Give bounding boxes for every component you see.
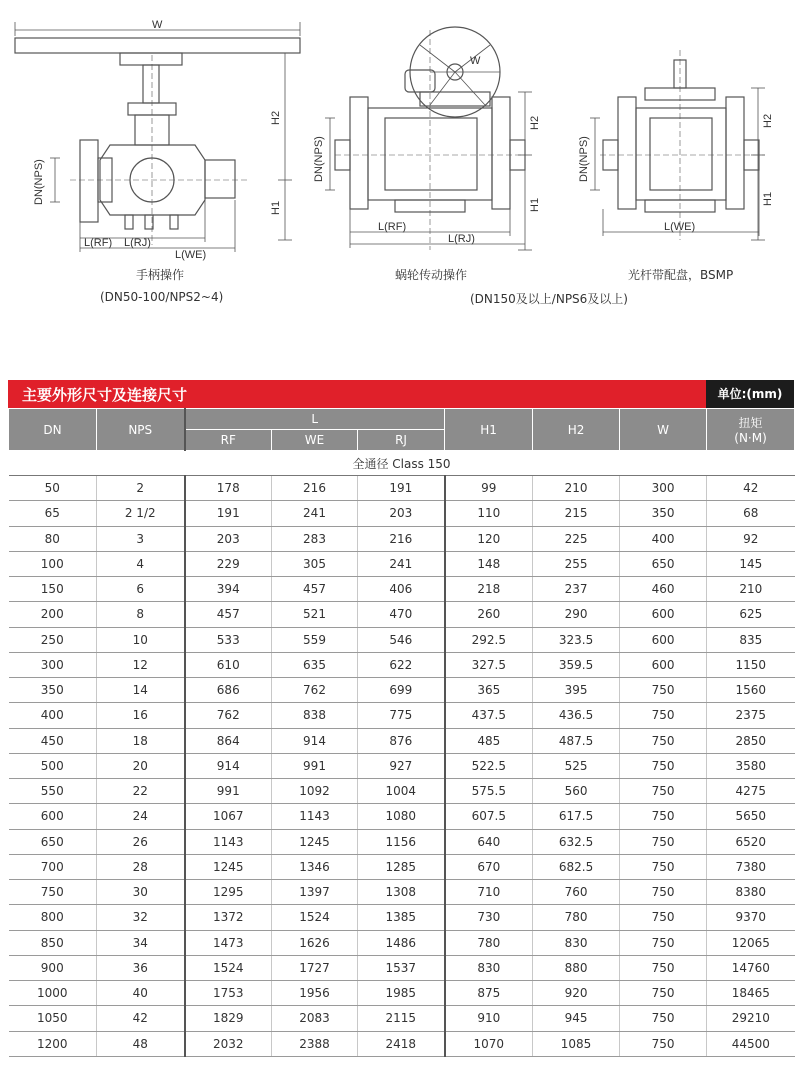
d3-h2-label: H2 [762, 113, 774, 128]
cell-l-we: 1956 [272, 981, 358, 1006]
cell-l-rj: 2115 [358, 1006, 445, 1031]
cell-dn: 800 [9, 905, 97, 930]
table-title-bar [8, 380, 794, 408]
cell-dn: 300 [9, 652, 97, 677]
cell-l-we: 1092 [272, 779, 358, 804]
table-row [9, 905, 795, 930]
table-row [9, 476, 795, 501]
cell-l-we: 991 [272, 753, 358, 778]
cell-l-rj: 1486 [358, 930, 445, 955]
cell-h2: 225 [533, 526, 620, 551]
cell-nps: 36 [97, 955, 185, 980]
cell-torque: 6520 [707, 829, 795, 854]
cell-h2: 632.5 [533, 829, 620, 854]
cell-h2: 290 [533, 602, 620, 627]
header-rf: RF [185, 430, 272, 451]
section-label: 全通径 Class 150 [9, 451, 795, 476]
cell-l-we: 1245 [272, 829, 358, 854]
cell-nps: 40 [97, 981, 185, 1006]
cell-dn: 400 [9, 703, 97, 728]
cell-h2: 830 [533, 930, 620, 955]
cell-dn: 1200 [9, 1031, 97, 1056]
gear-valve-drawing [325, 27, 532, 250]
cell-torque: 9370 [707, 905, 795, 930]
cell-w: 750 [620, 728, 707, 753]
header-rj: RJ [358, 430, 445, 451]
table-row [9, 627, 795, 652]
cell-h1: 780 [445, 930, 533, 955]
d2-h2-label: H2 [529, 115, 541, 130]
cell-torque: 1150 [707, 652, 795, 677]
cell-l-rf: 914 [185, 753, 272, 778]
table-row [9, 880, 795, 905]
cell-l-rj: 203 [358, 501, 445, 526]
cell-l-we: 762 [272, 678, 358, 703]
cell-nps: 42 [97, 1006, 185, 1031]
cell-l-we: 838 [272, 703, 358, 728]
cell-torque: 44500 [707, 1031, 795, 1056]
header-h2: H2 [533, 409, 620, 451]
cell-h1: 1070 [445, 1031, 533, 1056]
cell-torque: 68 [707, 501, 795, 526]
cell-dn: 1000 [9, 981, 97, 1006]
cell-dn: 550 [9, 779, 97, 804]
cell-w: 600 [620, 652, 707, 677]
cell-w: 750 [620, 678, 707, 703]
cell-h2: 1085 [533, 1031, 620, 1056]
cell-w: 750 [620, 703, 707, 728]
d3-dn-label: DN(NPS) [578, 136, 590, 182]
cell-h2: 210 [533, 476, 620, 501]
cell-h1: 365 [445, 678, 533, 703]
cell-torque: 92 [707, 526, 795, 551]
cell-dn: 650 [9, 829, 97, 854]
cell-torque: 4275 [707, 779, 795, 804]
cell-l-rf: 533 [185, 627, 272, 652]
table-row [9, 678, 795, 703]
cell-l-rj: 1385 [358, 905, 445, 930]
cell-w: 750 [620, 930, 707, 955]
d2-caption: 蜗轮传动操作 [395, 268, 468, 282]
table-row [9, 703, 795, 728]
cell-nps: 48 [97, 1031, 185, 1056]
cell-l-rj: 191 [358, 476, 445, 501]
cell-h1: 875 [445, 981, 533, 1006]
cell-torque: 7380 [707, 854, 795, 879]
cell-nps: 14 [97, 678, 185, 703]
cell-w: 750 [620, 955, 707, 980]
cell-torque: 3580 [707, 753, 795, 778]
cell-l-we: 1626 [272, 930, 358, 955]
header-we: WE [272, 430, 358, 451]
header-h1: H1 [445, 409, 533, 451]
d2-subcaption: (DN150及以上/NPS6及以上) [470, 292, 628, 306]
cell-h2: 880 [533, 955, 620, 980]
d3-h1-label: H1 [762, 191, 774, 206]
cell-w: 350 [620, 501, 707, 526]
d1-lrj-label: L(RJ) [124, 237, 151, 249]
cell-l-rf: 1295 [185, 880, 272, 905]
cell-l-we: 1397 [272, 880, 358, 905]
cell-l-we: 635 [272, 652, 358, 677]
d1-h2-label: H2 [270, 110, 282, 125]
cell-l-we: 1346 [272, 854, 358, 879]
d3-lwe-label: L(WE) [664, 221, 696, 233]
cell-h2: 525 [533, 753, 620, 778]
cell-l-rj: 1537 [358, 955, 445, 980]
cell-l-rj: 546 [358, 627, 445, 652]
cell-w: 750 [620, 1031, 707, 1056]
cell-h2: 487.5 [533, 728, 620, 753]
cell-h1: 730 [445, 905, 533, 930]
cell-l-rf: 457 [185, 602, 272, 627]
header-l: L [185, 409, 445, 430]
cell-w: 750 [620, 880, 707, 905]
header-torque [707, 409, 795, 451]
d1-dn-label: DN(NPS) [33, 159, 45, 205]
cell-nps: 6 [97, 577, 185, 602]
cell-l-rj: 699 [358, 678, 445, 703]
header-w: W [620, 409, 707, 451]
cell-nps: 20 [97, 753, 185, 778]
table-row [9, 577, 795, 602]
cell-dn: 80 [9, 526, 97, 551]
cell-h2: 920 [533, 981, 620, 1006]
dimension-table [8, 408, 795, 1057]
cell-l-rf: 1829 [185, 1006, 272, 1031]
cell-l-rf: 762 [185, 703, 272, 728]
cell-l-we: 283 [272, 526, 358, 551]
d2-h1-label: H1 [529, 197, 541, 212]
cell-w: 600 [620, 627, 707, 652]
cell-h2: 945 [533, 1006, 620, 1031]
d2-dn-label: DN(NPS) [313, 136, 325, 182]
cell-l-rj: 2418 [358, 1031, 445, 1056]
cell-dn: 500 [9, 753, 97, 778]
cell-l-rj: 1308 [358, 880, 445, 905]
cell-nps: 10 [97, 627, 185, 652]
cell-l-rf: 1245 [185, 854, 272, 879]
cell-l-rf: 2032 [185, 1031, 272, 1056]
cell-l-rf: 1372 [185, 905, 272, 930]
d1-h1-label: H1 [270, 200, 282, 215]
cell-nps: 28 [97, 854, 185, 879]
cell-l-we: 559 [272, 627, 358, 652]
cell-l-we: 241 [272, 501, 358, 526]
cell-dn: 700 [9, 854, 97, 879]
cell-l-rf: 1524 [185, 955, 272, 980]
cell-w: 750 [620, 753, 707, 778]
d2-w-label: W [470, 55, 481, 67]
cell-l-rf: 191 [185, 501, 272, 526]
table-row [9, 753, 795, 778]
cell-h1: 148 [445, 551, 533, 576]
cell-l-rj: 1080 [358, 804, 445, 829]
cell-w: 750 [620, 854, 707, 879]
cell-torque: 210 [707, 577, 795, 602]
cell-h2: 560 [533, 779, 620, 804]
cell-l-rf: 178 [185, 476, 272, 501]
cell-l-rj: 876 [358, 728, 445, 753]
unit-label: 单位:(mm) [706, 380, 794, 408]
cell-w: 750 [620, 804, 707, 829]
cell-dn: 450 [9, 728, 97, 753]
cell-l-we: 457 [272, 577, 358, 602]
cell-dn: 250 [9, 627, 97, 652]
d1-lrf-label: L(RF) [84, 237, 113, 249]
cell-l-rj: 1004 [358, 779, 445, 804]
cell-h1: 327.5 [445, 652, 533, 677]
cell-dn: 50 [9, 476, 97, 501]
cell-h2: 359.5 [533, 652, 620, 677]
cell-h2: 323.5 [533, 627, 620, 652]
cell-dn: 200 [9, 602, 97, 627]
cell-l-rf: 610 [185, 652, 272, 677]
d1-caption: 手柄操作 [136, 268, 185, 282]
cell-torque: 625 [707, 602, 795, 627]
cell-l-we: 1143 [272, 804, 358, 829]
lever-valve-drawing [15, 22, 300, 252]
table-row [9, 652, 795, 677]
cell-dn: 1050 [9, 1006, 97, 1031]
cell-h1: 99 [445, 476, 533, 501]
cell-l-rf: 1143 [185, 829, 272, 854]
cell-w: 750 [620, 1006, 707, 1031]
table-row [9, 779, 795, 804]
cell-h1: 640 [445, 829, 533, 854]
cell-torque: 14760 [707, 955, 795, 980]
cell-nps: 30 [97, 880, 185, 905]
d2-lrf-label: L(RF) [378, 221, 407, 233]
cell-l-rf: 1753 [185, 981, 272, 1006]
cell-h1: 575.5 [445, 779, 533, 804]
table-row [9, 501, 795, 526]
cell-h2: 617.5 [533, 804, 620, 829]
cell-w: 600 [620, 602, 707, 627]
cell-h1: 830 [445, 955, 533, 980]
d1-subcaption: (DN50-100/NPS2~4) [100, 290, 224, 304]
cell-nps: 34 [97, 930, 185, 955]
cell-l-we: 2388 [272, 1031, 358, 1056]
cell-torque: 42 [707, 476, 795, 501]
table-body [9, 451, 795, 1057]
cell-w: 750 [620, 829, 707, 854]
header-torque-label: 扭矩 [738, 416, 763, 430]
cell-torque: 12065 [707, 930, 795, 955]
cell-w: 400 [620, 526, 707, 551]
table-row [9, 728, 795, 753]
cell-dn: 750 [9, 880, 97, 905]
cell-l-rf: 203 [185, 526, 272, 551]
cell-dn: 100 [9, 551, 97, 576]
cell-h2: 215 [533, 501, 620, 526]
cell-l-we: 305 [272, 551, 358, 576]
cell-h1: 485 [445, 728, 533, 753]
cell-nps: 12 [97, 652, 185, 677]
cell-l-rf: 686 [185, 678, 272, 703]
header-torque-unit: (N·M) [734, 431, 767, 445]
cell-dn: 900 [9, 955, 97, 980]
cell-l-we: 2083 [272, 1006, 358, 1031]
cell-h1: 218 [445, 577, 533, 602]
table-row [9, 854, 795, 879]
cell-l-we: 914 [272, 728, 358, 753]
cell-l-we: 216 [272, 476, 358, 501]
cell-h2: 760 [533, 880, 620, 905]
table-row [9, 1031, 795, 1056]
cell-torque: 835 [707, 627, 795, 652]
cell-h1: 110 [445, 501, 533, 526]
cell-h1: 292.5 [445, 627, 533, 652]
cell-torque: 2375 [707, 703, 795, 728]
cell-w: 750 [620, 981, 707, 1006]
table-row [9, 602, 795, 627]
cell-l-rj: 927 [358, 753, 445, 778]
cell-l-rj: 406 [358, 577, 445, 602]
table-row [9, 930, 795, 955]
cell-h2: 255 [533, 551, 620, 576]
header-dn: DN [9, 409, 97, 451]
table-row [9, 955, 795, 980]
cell-w: 460 [620, 577, 707, 602]
cell-nps: 24 [97, 804, 185, 829]
bare-stem-valve-drawing [590, 50, 765, 240]
cell-dn: 600 [9, 804, 97, 829]
cell-h2: 436.5 [533, 703, 620, 728]
cell-nps: 8 [97, 602, 185, 627]
cell-torque: 18465 [707, 981, 795, 1006]
cell-h1: 260 [445, 602, 533, 627]
cell-nps: 2 1/2 [97, 501, 185, 526]
d1-w-label: W [152, 19, 163, 31]
cell-nps: 22 [97, 779, 185, 804]
cell-h2: 237 [533, 577, 620, 602]
cell-torque: 5650 [707, 804, 795, 829]
header-nps: NPS [97, 409, 185, 451]
cell-nps: 16 [97, 703, 185, 728]
cell-l-rf: 1067 [185, 804, 272, 829]
table-row [9, 804, 795, 829]
cell-dn: 850 [9, 930, 97, 955]
cell-w: 300 [620, 476, 707, 501]
cell-h1: 910 [445, 1006, 533, 1031]
cell-l-we: 1727 [272, 955, 358, 980]
cell-torque: 1560 [707, 678, 795, 703]
cell-l-rj: 622 [358, 652, 445, 677]
drawings-area [0, 0, 800, 370]
table-row [9, 551, 795, 576]
cell-h1: 710 [445, 880, 533, 905]
table-title: 主要外形尺寸及连接尺寸 [22, 386, 188, 404]
cell-nps: 3 [97, 526, 185, 551]
cell-l-we: 1524 [272, 905, 358, 930]
cell-w: 750 [620, 905, 707, 930]
cell-dn: 150 [9, 577, 97, 602]
table-row [9, 829, 795, 854]
cell-w: 650 [620, 551, 707, 576]
cell-torque: 2850 [707, 728, 795, 753]
d1-lwe-label: L(WE) [175, 249, 207, 261]
table-row [9, 526, 795, 551]
cell-l-rj: 1156 [358, 829, 445, 854]
cell-l-rj: 241 [358, 551, 445, 576]
cell-l-rf: 229 [185, 551, 272, 576]
cell-h2: 780 [533, 905, 620, 930]
cell-l-rj: 216 [358, 526, 445, 551]
cell-h1: 522.5 [445, 753, 533, 778]
d2-lrj-label: L(RJ) [448, 233, 475, 245]
cell-dn: 65 [9, 501, 97, 526]
cell-nps: 4 [97, 551, 185, 576]
cell-h1: 120 [445, 526, 533, 551]
cell-h1: 607.5 [445, 804, 533, 829]
cell-l-rf: 1473 [185, 930, 272, 955]
d3-caption: 光杆带配盘，BSMP [628, 268, 734, 282]
cell-nps: 32 [97, 905, 185, 930]
cell-l-rf: 991 [185, 779, 272, 804]
cell-h1: 670 [445, 854, 533, 879]
table-row [9, 1006, 795, 1031]
cell-l-rj: 1285 [358, 854, 445, 879]
cell-l-rf: 864 [185, 728, 272, 753]
cell-l-rj: 1985 [358, 981, 445, 1006]
cell-torque: 145 [707, 551, 795, 576]
cell-torque: 29210 [707, 1006, 795, 1031]
cell-nps: 2 [97, 476, 185, 501]
valve-drawings [0, 0, 800, 370]
cell-l-rj: 775 [358, 703, 445, 728]
cell-l-rj: 470 [358, 602, 445, 627]
cell-w: 750 [620, 779, 707, 804]
cell-l-rf: 394 [185, 577, 272, 602]
cell-h2: 395 [533, 678, 620, 703]
cell-nps: 18 [97, 728, 185, 753]
cell-nps: 26 [97, 829, 185, 854]
cell-l-we: 521 [272, 602, 358, 627]
cell-dn: 350 [9, 678, 97, 703]
table-row [9, 981, 795, 1006]
cell-h1: 437.5 [445, 703, 533, 728]
cell-h2: 682.5 [533, 854, 620, 879]
cell-torque: 8380 [707, 880, 795, 905]
